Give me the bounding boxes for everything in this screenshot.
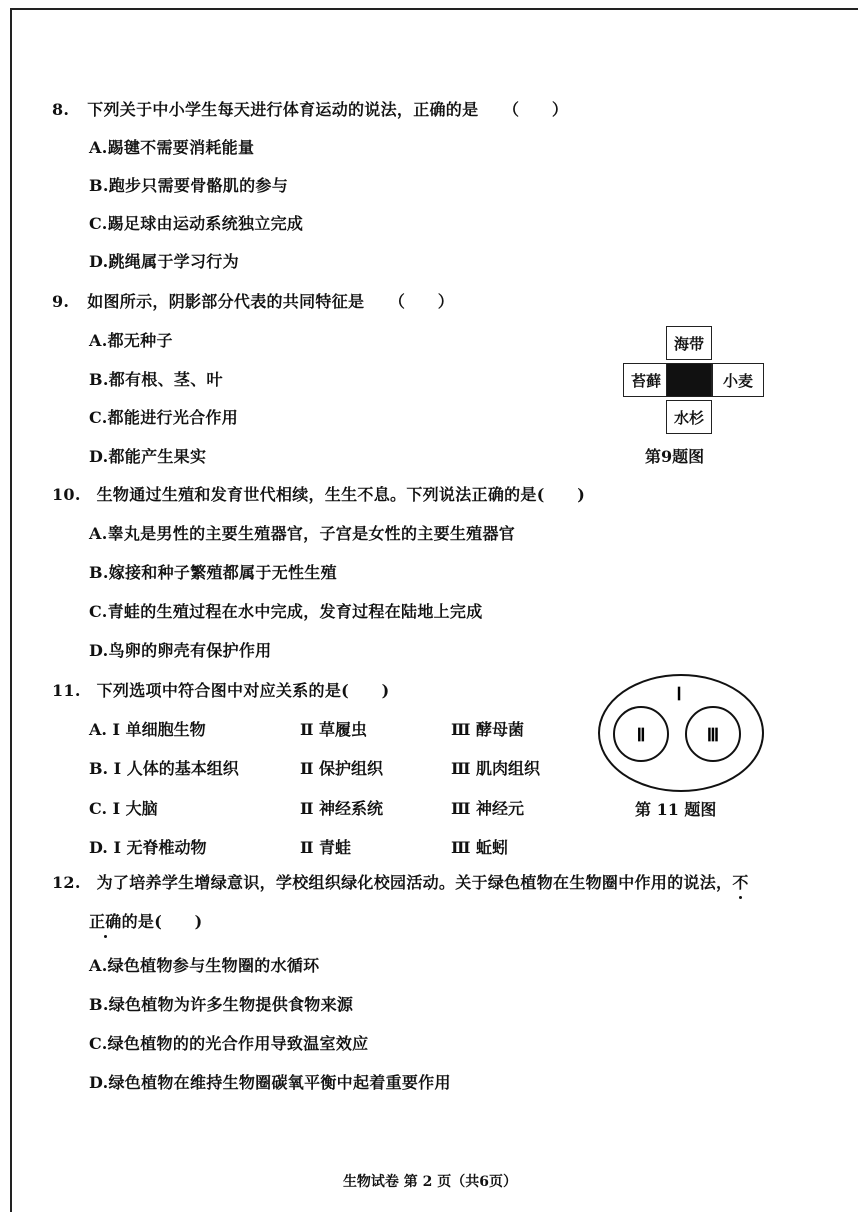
question-stem: 生物通过生殖和发育世代相续，生生不息。下列说法正确的是( ) — [96, 485, 586, 504]
question-stem: 下列选项中符合图中对应关系的是( ) — [96, 681, 390, 700]
option-a: A.踢毽不需要消耗能量 — [89, 138, 255, 157]
box-top: 海带 — [666, 326, 712, 360]
option-c-iii: Ⅲ 神经元 — [451, 799, 525, 818]
question-9 — [52, 289, 454, 312]
option-c: C.都能进行光合作用 — [89, 408, 239, 427]
box-right: 小麦 — [712, 363, 764, 397]
option-a: A.睾丸是男性的主要生殖器官，子宫是女性的主要生殖器官 — [89, 524, 516, 543]
option-b: B.跑步只需要骨骼肌的参与 — [89, 176, 288, 195]
option-b: B.绿色植物为许多生物提供食物来源 — [89, 995, 354, 1014]
label-outer: Ⅰ — [676, 684, 682, 704]
question-8 — [52, 97, 568, 120]
option-d-i: D. Ⅰ 无脊椎动物 — [89, 838, 207, 857]
option-c: C.踢足球由运动系统独立完成 — [89, 214, 304, 233]
question-number: 11. — [52, 681, 81, 700]
emphasis-correct: 正确 — [89, 909, 122, 932]
question-stem: 下列关于中小学生每天进行体育运动的说法，正确的是 （ ） — [87, 100, 569, 119]
option-d: D.绿色植物在维持生物圈碳氧平衡中起着重要作用 — [89, 1073, 451, 1092]
option-a: A.都无种子 — [89, 331, 173, 350]
question-stem-line-2: 的是( ) — [121, 912, 203, 931]
question-stem-line-1: 为了培养学生增绿意识，学校组织绿化校园活动。关于绿色植物在生物圈中作用的说法， — [96, 873, 733, 892]
option-b-i: B. Ⅰ 人体的基本组织 — [89, 759, 239, 778]
box-bottom: 水杉 — [666, 400, 712, 434]
label-left: Ⅱ — [636, 725, 646, 745]
question-12-line-2 — [89, 909, 203, 932]
emphasis-not: 不 — [732, 870, 748, 893]
option-d-ii: Ⅱ 青蛙 — [300, 838, 352, 857]
question-number: 8. — [52, 100, 70, 119]
option-c: C.青蛙的生殖过程在水中完成，发育过程在陆地上完成 — [89, 602, 483, 621]
option-a-i: A. Ⅰ 单细胞生物 — [89, 720, 206, 739]
option-a-iii: Ⅲ 酵母菌 — [451, 720, 525, 739]
figure-11-venn-diagram — [597, 672, 765, 794]
question-10 — [52, 482, 585, 505]
page-footer: 生物试卷 第 2 页（共6页） — [342, 1174, 518, 1190]
option-c-i: C. Ⅰ 大脑 — [89, 799, 158, 818]
option-d-iii: Ⅲ 蚯蚓 — [451, 838, 509, 857]
label-right: Ⅲ — [706, 725, 720, 745]
question-number: 10. — [52, 485, 81, 504]
question-12 — [52, 870, 749, 893]
option-d: D.跳绳属于学习行为 — [89, 252, 239, 271]
box-left: 苔藓 — [623, 363, 669, 397]
option-a: A.绿色植物参与生物圈的水循环 — [89, 956, 320, 975]
figure-9-cross-diagram — [623, 326, 767, 434]
question-11 — [52, 678, 389, 701]
option-d: D.鸟卵的卵壳有保护作用 — [89, 641, 272, 660]
option-c-ii: Ⅱ 神经系统 — [300, 799, 384, 818]
shaded-center-box — [666, 363, 712, 397]
option-b: B.嫁接和种子繁殖都属于无性生殖 — [89, 563, 337, 582]
option-b-iii: Ⅲ 肌肉组织 — [451, 759, 541, 778]
option-d: D.都能产生果实 — [89, 447, 207, 466]
option-a-ii: Ⅱ 草履虫 — [300, 720, 368, 739]
question-number: 9. — [52, 292, 70, 311]
option-c: C.绿色植物的的光合作用导致温室效应 — [89, 1034, 369, 1053]
option-b: B.都有根、茎、叶 — [89, 370, 223, 389]
question-number: 12. — [52, 873, 81, 892]
option-b-ii: Ⅱ 保护组织 — [300, 759, 384, 778]
figure-11-caption: 第 11 题图 — [635, 800, 717, 819]
question-stem: 如图所示，阴影部分代表的共同特征是 （ ） — [87, 292, 455, 311]
figure-9-caption: 第9题图 — [645, 447, 705, 466]
